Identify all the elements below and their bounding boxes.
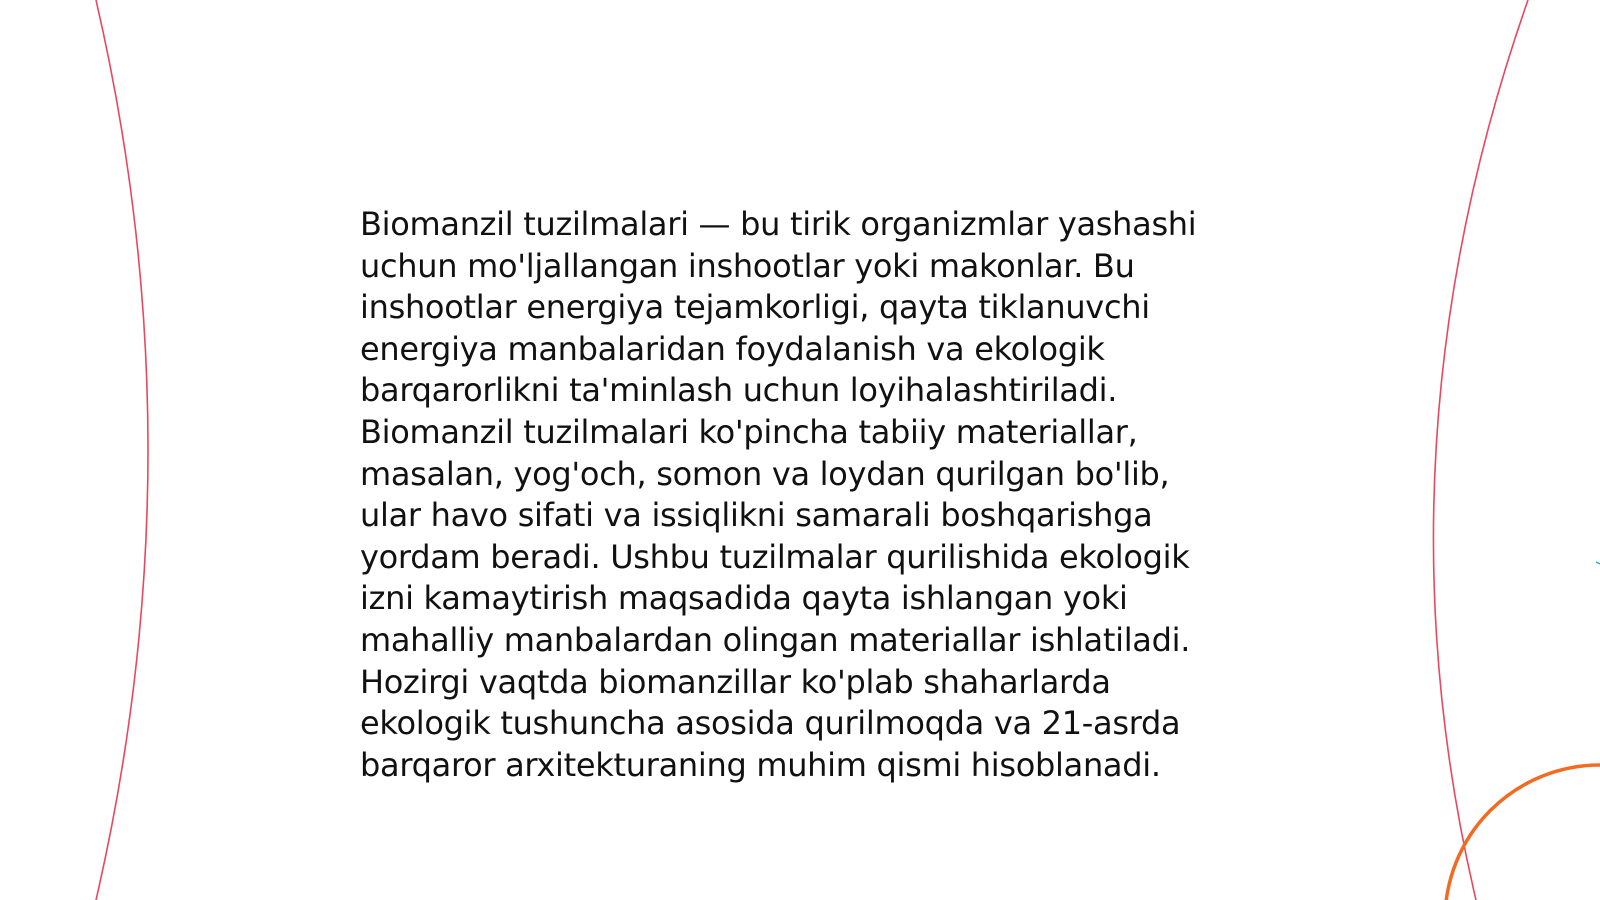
orange-circle (1445, 765, 1600, 900)
right-curve (1433, 0, 1528, 900)
left-curve (96, 0, 148, 900)
blue-accent-mark (1596, 562, 1600, 564)
body-text: Biomanzil tuzilmalari — bu tirik organizmlar yashashi uchun mo'ljallangan inshootlar yoki makonlar. Bu inshootlar energiya tejamkorligi, qayta tiklanuvchi energiya manbalaridan foydalanish va ekologik barqarorlikni ta'minlash uchun loyihalashtiriladi. Biomanzil tuzilmalari ko'pincha tabiiy materiallar, masalan, yog'och, somon va loydan qurilgan bo'lib, ular havo sifati va issiqlikni samarali boshqarishga yordam beradi. Ushbu tuzilmalar qurilishida ekologik izni kamaytirish maqsadida qayta ishlangan yoki mahalliy manbalardan olingan materiallar ishlatiladi. Hozirgi vaqtda biomanzillar ko'plab shaharlarda ekologik tushuncha asosida qurilmoqda va 21-asrda barqaror arxitekturaning muhim qismi hisoblanadi. (360, 205, 1197, 784)
